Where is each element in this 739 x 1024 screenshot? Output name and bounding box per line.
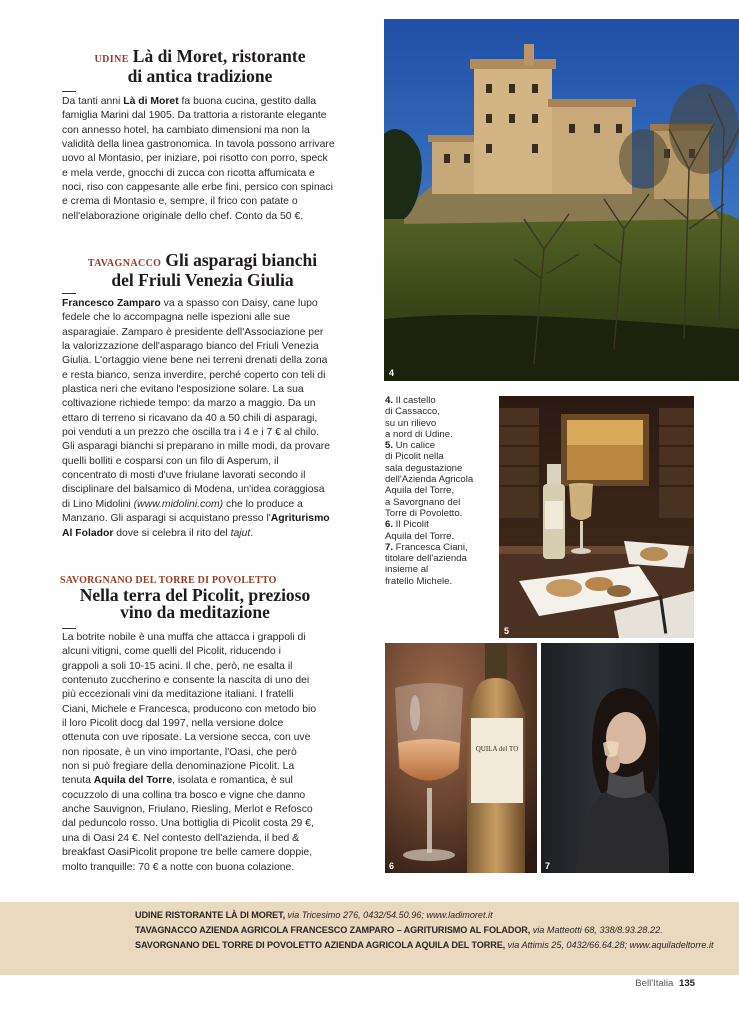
text-line: uovo al Montasio, per iniziare, poi risotto con porro, speck xyxy=(62,153,328,165)
text-line: su un rilievo xyxy=(385,417,437,429)
text-line: a nord di Udine. xyxy=(385,428,453,440)
text-line: Ciani, Michele e Francesca, producono con metodo bio xyxy=(62,703,317,715)
magazine-name: Bell'Italia xyxy=(635,978,674,989)
address-tavagnacco xyxy=(135,923,663,938)
section-body xyxy=(62,631,352,875)
text-line: non si può fregiare della denominazione Picolit. La xyxy=(62,761,295,773)
address-details: via Matteotti 68, 338/8.93.28.22. xyxy=(532,925,663,935)
text-line: famiglia Marini dal 1905. Da trattoria a ristorante elegante xyxy=(62,110,327,122)
text-line: concentrato di mosti d'uve friulane lavorati secondo il xyxy=(62,470,306,482)
text-line: noci, riso con cappesante alle erbe fini, persico con spinaci xyxy=(62,182,333,194)
figure-number: 6 xyxy=(389,861,395,871)
text-line: 7. Francesca Ciani, xyxy=(385,541,468,553)
address-savorgnano xyxy=(135,938,714,953)
section-kicker: SAVORGNANO DEL TORRE DI POVOLETTO xyxy=(60,575,277,586)
text-line: grappoli a soli 10-15 acini. Il che, però, ne esalta il xyxy=(62,660,293,672)
text-line: la valorizzazione dell'asparago bianco del Friuli Venezia xyxy=(62,341,319,353)
address-label: UDINE RISTORANTE LÀ DI MORET, xyxy=(135,910,286,920)
section-title: Là di Moret, ristorante xyxy=(132,46,306,66)
section-divider xyxy=(62,293,76,294)
text-line: e mela verde, gnocchi di zucca con ricotta affumicata e xyxy=(62,167,315,179)
text-line: Torre di Povoletto. xyxy=(385,507,463,519)
text-line: il loro Picolit docg dal 1997, nella versione dolce xyxy=(62,718,284,730)
address-details: via Tricesimo 276, 0432/54.50.96; www.ladimoret.it xyxy=(287,910,493,920)
text-line: titolare dell'azienda xyxy=(385,553,467,565)
address-label: TAVAGNACCO AZIENDA AGRICOLA FRANCESCO ZAMPARO – AGRITURISMO AL FOLADOR, xyxy=(135,925,531,935)
section-tavagnacco-heading xyxy=(60,252,345,289)
text-line: validità della linea gastronomica. In tavola possono arrivare xyxy=(62,139,335,151)
section-divider xyxy=(62,91,76,92)
text-line: Gli asparagi bianchi si preparano in mille modi, da provare xyxy=(62,441,330,453)
photo-tasting-room xyxy=(499,396,694,638)
text-line: La botrite nobile è una muffa che attacca i grappoli di xyxy=(62,632,306,643)
text-line: anche Sauvignon, Friulano, Riesling, Merlot e Refosco xyxy=(62,804,313,816)
section-title-line2: di antica tradizione xyxy=(127,66,273,86)
text-line: di Lino Midolini (www.midolini.com) che lo produce a xyxy=(62,498,303,510)
addresses-box xyxy=(0,902,739,975)
text-line: asparagiaie. Zamparo è presidente dell'Associazione per xyxy=(62,326,324,338)
text-line: Aquila del Torre, xyxy=(385,485,455,497)
text-line: 6. Il Picolit xyxy=(385,519,429,531)
section-title: Gli asparagi bianchi xyxy=(165,250,318,270)
text-line: Aquila del Torre. xyxy=(385,530,455,542)
section-divider xyxy=(62,628,76,629)
text-line: con annesso hotel, ha cambiato dimensioni ma non la xyxy=(62,124,310,136)
address-label: SAVORGNANO DEL TORRE DI POVOLETTO AZIENDA AGRICOLA AQUILA DEL TORRE, xyxy=(135,940,506,950)
text-line: dal peduncolo rosso. Una bottiglia di Picolit costa 29 €, xyxy=(62,818,314,830)
text-line: sala degustazione xyxy=(385,462,463,474)
text-line: e crema di Montasio e, sempre, il frico con patate o xyxy=(62,196,298,208)
text-line: una di Oasi 24 €. Nel contesto dell'azienda, il bed & xyxy=(62,832,300,844)
text-line: 5. Un calice xyxy=(385,440,436,452)
section-savorgnano-heading xyxy=(60,574,330,621)
address-udine xyxy=(135,908,493,923)
text-line: alcuni vitigni, come quelli del Picolit, riducendo i xyxy=(62,646,281,658)
text-line: di Cassacco, xyxy=(385,406,440,418)
address-details: via Attimis 25, 0432/66.64.28; www.aquiladeltorre.it xyxy=(507,940,714,950)
text-line: e resta bianco, senza inverdire, perché coperto con teli di xyxy=(62,369,326,381)
text-line: 4. Il castello xyxy=(385,395,436,406)
section-title-line2: vino da meditazione xyxy=(120,602,270,622)
text-line: quelli bolliti e cosparsi con un filo di Asperum, il xyxy=(62,455,279,467)
section-title-line2: del Friuli Venezia Giulia xyxy=(111,270,294,290)
text-line: Da tanti anni Là di Moret fa buona cucina, gestito dalla xyxy=(62,96,317,107)
text-line: poi venduti a un prezzo che oscilla tra i 4 e i 7 € al chilo. xyxy=(62,427,320,439)
text-line: dell'Azienda Agricola xyxy=(385,474,474,486)
text-line: plastica neri che evitano l'esposizione solare. La sua xyxy=(62,384,304,396)
photo-francesca-ciani xyxy=(541,643,694,873)
text-line: di Picolit nella xyxy=(385,451,444,463)
text-line: a Savorgnano del xyxy=(385,496,461,508)
section-title: Nella terra del Picolit, prezioso xyxy=(79,585,311,605)
figure-number: 7 xyxy=(545,861,551,871)
section-udine-heading xyxy=(60,48,340,85)
text-line: Francesco Zamparo va a spasso con Daisy, cane lupo xyxy=(62,298,318,309)
text-line: coltivazione richiede tempo: da marzo a maggio. Da un xyxy=(62,398,316,410)
section-kicker: UDINE xyxy=(94,54,129,65)
photo-picolit-bottle xyxy=(385,643,537,873)
text-line: breakfast OasiPicolit propone tre belle camere doppie, xyxy=(62,847,313,859)
photo-caption xyxy=(385,395,495,587)
section-body xyxy=(62,297,352,541)
text-line: nell'elaborazione originale dello chef. Conto da 50 €. xyxy=(62,210,304,222)
text-line: tenuta Aquila del Torre, isolata e romantica, è sul xyxy=(62,775,293,787)
page-number: 135 xyxy=(678,978,695,989)
text-line: ottenuta con uve riposate. La versione secca, con uve xyxy=(62,732,311,744)
text-line: ettaro di terreno si ricavano da 40 a 50 chili di asparagi, xyxy=(62,412,318,424)
text-line: Giulia. L'ortaggio viene bene nei terreni drenati della zona xyxy=(62,355,328,367)
section-kicker: TAVAGNACCO xyxy=(87,258,162,269)
text-line: disciplinare del balsamico di Modena, un'idea coraggiosa xyxy=(62,484,325,496)
text-line: cocuzzolo di una collina tra bosco e vigne che danno xyxy=(62,789,306,801)
section-body xyxy=(62,95,352,224)
bottle-label-text: QUILA del TO xyxy=(475,745,519,753)
page-footer xyxy=(635,978,695,989)
text-line: fedele che lo accompagna nelle ispezioni alle sue xyxy=(62,312,291,324)
text-line: non riposate, è un vino importante, l'Oasi, che però xyxy=(62,746,297,758)
text-line: fratello Michele. xyxy=(385,575,453,587)
text-line: Manzano. Gli asparagi si acquistano presso l'Agriturismo xyxy=(62,513,330,525)
text-line: contenuto zuccherino e consente la nascita di uno dei xyxy=(62,675,310,687)
text-line: insieme al xyxy=(385,564,429,576)
figure-number: 4 xyxy=(389,368,395,378)
text-line: molto tranquille: 70 € a notte con buona colazione. xyxy=(62,861,295,873)
text-line: Al Folador dove si celebra il rito del tajut. xyxy=(62,527,254,539)
figure-number: 5 xyxy=(504,626,510,636)
photo-castle xyxy=(384,19,739,381)
text-line: più eccezionali vini da meditazione italiani. I fratelli xyxy=(62,689,294,701)
